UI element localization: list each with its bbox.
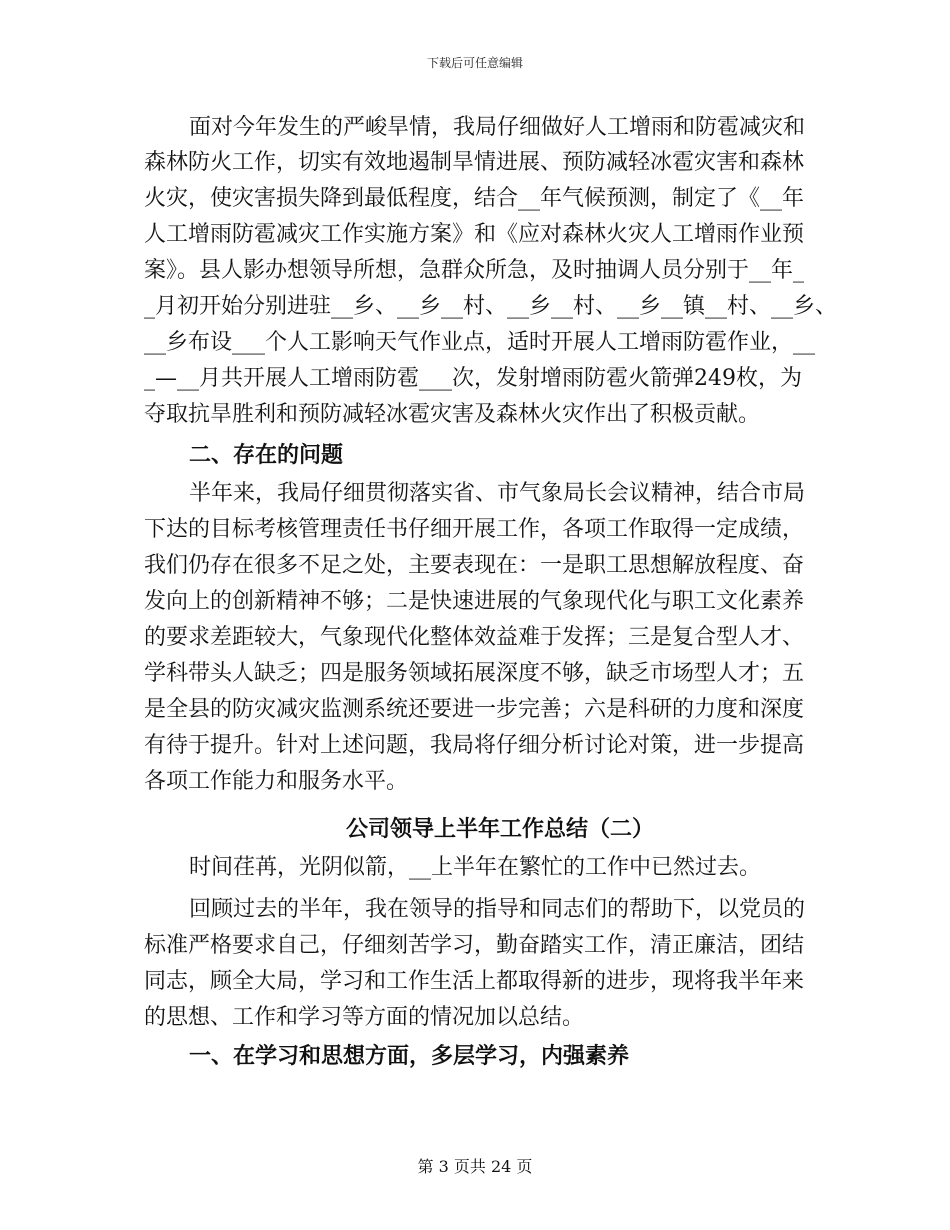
text-line: 时间荏苒，光阴似箭，__上半年在繁忙的工作中已然过去。 — [189, 855, 762, 880]
text-line: _月初开始分别进驻__乡、__乡__村、__乡__村、__乡__镇__村、__乡、 — [144, 294, 838, 319]
text-line: 森林防火工作，切实有效地遏制旱情进展、预防减轻冰雹灾害和森林 — [144, 150, 805, 175]
text-line: 的要求差距较大，气象现代化整体效益难于发挥；三是复合型人才、 — [144, 625, 805, 650]
document-title: 公司领导上半年工作总结（二） — [346, 816, 655, 842]
text-line: 学科带头人缺乏；四是服务领域拓展深度不够，缺乏市场型人才；五 — [144, 661, 805, 686]
text-line: 回顾过去的半年，我在领导的指导和同志们的帮助下，以党员的 — [189, 897, 806, 922]
text-line: 面对今年发生的严峻旱情，我局仔细做好人工增雨和防雹减灾和 — [189, 115, 806, 140]
text-line: 人工增雨防雹减灾工作实施方案》和《应对森林火灾人工增雨作业预 — [144, 222, 805, 247]
text-line: 是全县的防灾减灾监测系统还要进一步完善；六是科研的力度和深度 — [144, 697, 805, 722]
text-line: 夺取抗旱胜利和预防减轻冰雹灾害及森林火灾作出了积极贡献。 — [144, 402, 761, 427]
text-line: 的思想、工作和学习等方面的情况加以总结。 — [144, 1005, 585, 1030]
text-line: 标准严格要求自己，仔细刻苦学习，勤奋踏实工作，清正廉洁，团结 — [144, 933, 805, 958]
text-line: __乡布设___个人工影响天气作业点，适时开展人工增雨防雹作业，__ — [144, 330, 816, 355]
text-line: 发向上的创新精神不够；二是快速进展的气象现代化与职工文化素养 — [144, 589, 805, 614]
page-footer: 第 3 页共 24 页 — [417, 1157, 533, 1176]
section-heading: 二、存在的问题 — [189, 442, 344, 468]
text-line: 各项工作能力和服务水平。 — [144, 769, 409, 794]
text-line: _—__月共开展人工增雨防雹___次，发射增雨防雹火箭弹249枚，为 — [144, 366, 802, 391]
page-header: 下载后可任意编辑 — [426, 56, 523, 70]
text-line: 案》。县人影办想领导所想，急群众所急，及时抽调人员分别于__年_ — [144, 258, 805, 283]
text-line: 火灾，使灾害损失降到最低程度，结合__年气候预测，制定了《__年 — [144, 186, 805, 211]
text-line: 有待于提升。针对上述问题，我局将仔细分析讨论对策，进一步提高 — [144, 733, 805, 758]
text-line: 下达的目标考核管理责任书仔细开展工作，各项工作取得一定成绩， — [144, 517, 805, 542]
text-line: 同志，顾全大局，学习和工作生活上都取得新的进步，现将我半年来 — [144, 969, 805, 994]
text-line: 我们仍存在很多不足之处，主要表现在：一是职工思想解放程度、奋 — [144, 553, 805, 578]
section-heading: 一、在学习和思想方面，多层学习，内强素养 — [189, 1043, 630, 1069]
text-line: 半年来，我局仔细贯彻落实省、市气象局长会议精神，结合市局 — [189, 481, 806, 506]
